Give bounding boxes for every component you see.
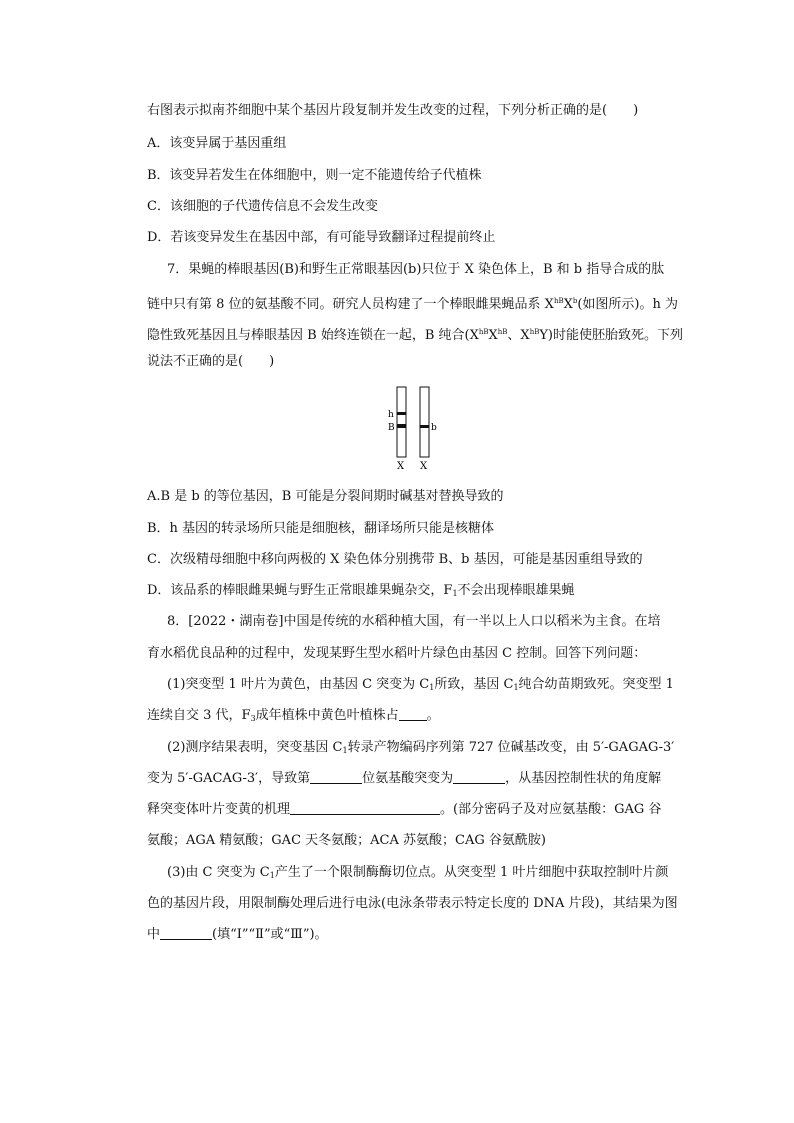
label-B: B [388,423,395,433]
q8-p2-text: (2)测序结果表明，突变基因 C [167,740,343,755]
q8-p1-text: (1)突变型 1 叶片为黄色，由基因 C 突变为 C [167,677,430,692]
q8-part1-line2 [147,708,440,727]
subscript: 3 [250,714,256,723]
q8-p1-text: 。 [426,708,440,723]
q8-p2-text: 位氨基酸突变为 [362,771,454,786]
label-h: h [388,410,394,420]
chromosome-right [420,387,429,457]
q7-option-d-text: D．该品系的棒眼雌果蝇与野生正常眼雄果蝇杂交，F [147,583,453,598]
q8-part1-line1 [167,677,674,696]
q8-p3-text: (3)由 C 突变为 C [167,865,270,880]
genotype-x: X [563,297,573,312]
q7-option-d [147,583,575,602]
q7-line2 [147,293,678,313]
answer-blank[interactable] [453,771,505,784]
q8-p3-text: 中 [147,927,161,942]
q6-option-d: D．若该变异发生在基因中部，有可能导致翻译过程提前终止 [147,230,496,245]
q7-line3-tail: Y)时能使胚胎致死。下列 [539,328,683,343]
answer-blank[interactable] [290,802,440,815]
q8-p2-text: 。(部分密码子及对应氨基酸：GAG 谷 [440,802,662,817]
q7-option-c: C．次级精母细胞中移向两极的 X 染色体分别携带 B、b 基因，可能是基因重组导致的 [147,552,643,567]
genotype-sup: hB [553,297,564,305]
q6-option-b: B．该变异若发生在体细胞中，则一定不能遗传给子代植株 [147,168,482,183]
chromosome-figure [380,380,440,476]
q8-p2-text: 变为 5′-GACAG-3′，导致第 [147,771,311,786]
answer-blank[interactable] [310,771,362,784]
q7-option-d-tail: 不会出现棒眼雄果蝇 [457,583,575,598]
label-x-right: X [420,461,428,472]
q7-line2-tail: (如图所示)。h 为 [577,297,678,312]
q7-option-a: A.B 是 b 的等位基因，B 可能是分裂间期时碱基对替换导致的 [147,489,504,504]
answer-blank[interactable] [160,927,212,940]
q6-stem-close: ) [633,103,639,118]
q8-part3-line1 [167,865,668,884]
q7-line4-close: ) [269,354,275,369]
genotype-sup: hB [478,328,489,336]
q8-p2-text: 转录产物编码序列第 727 位碱基改变，由 5′-GAGAG-3′ [347,740,675,755]
q8-part3-line2: 色的基因片段，用限制酶处理后进行电泳(电泳条带表示特定长度的 DNA 片段)，其结果为图 [147,896,678,911]
q7-line4 [147,354,274,370]
chromosome-left [397,387,406,457]
q7-line3-text: 隐性致死基因且与棒眼基因 B 始终连锁在一起，B 纯合(X [147,328,479,343]
genotype-sep: 、X [507,328,530,343]
genotype-x: X [488,328,498,343]
subscript: 1 [452,589,458,598]
q6-stem [147,103,638,119]
q8-p1-text: 纯合幼苗期致死。突变型 1 [518,677,674,692]
q7-line1: 7．果蝇的棒眼基因(B)和野生正常眼基因(b)只位于 X 染色体上，B 和 b 指导合成的肽 [167,262,665,277]
q6-option-a: A．该变异属于基因重组 [147,136,287,151]
q8-line1: 8．[2022・湖南卷]中国是传统的水稻种植大国，有一半以上人口以稻米为主食。在培 [167,614,661,629]
subscript: 1 [269,871,275,880]
subscript: 1 [342,746,348,755]
q8-part2-line3 [147,802,661,818]
q8-p1-text: 所致，基因 C [434,677,514,692]
subscript: 1 [513,683,519,692]
q7-option-b: B．h 基因的转录场所只能是细胞核，翻译场所只能是核糖体 [147,521,495,536]
q8-line2: 育水稻优良品种的过程中，发现某野生型水稻叶片绿色由基因 C 控制。回答下列问题： [147,646,647,661]
q8-p1-text: 成年植株中黄色叶植株占 [255,708,399,723]
genotype-sup: b [572,297,578,305]
q7-line3 [147,324,683,344]
label-x-left: X [397,461,405,472]
answer-blank[interactable] [399,708,427,721]
q8-p1-text: 连续自交 3 代，F [147,708,251,723]
q6-option-c: C．该细胞的子代遗传信息不会发生改变 [147,199,378,214]
subscript: 1 [429,683,435,692]
q8-part3-line3 [147,927,328,943]
q8-part2-line2 [147,771,661,787]
q8-p3-text: 产生了一个限制酶酶切位点。从突变型 1 叶片细胞中获取控制叶片颜 [274,865,669,880]
genotype-sup: hB [529,328,540,336]
q8-p2-text: ，从基因控制性状的角度解 [505,771,662,786]
q7-line4-text: 说法不正确的是( [147,354,244,369]
label-b: b [431,423,437,433]
q8-p2-text: 释突变体叶片变黄的机理 [147,802,291,817]
genotype-sup: hB [497,328,508,336]
q8-p3-text: (填“Ⅰ”“Ⅱ”或“Ⅲ”)。 [212,927,328,942]
q6-stem-text: 右图表示拟南芥细胞中某个基因片段复制并发生改变的过程，下列分析正确的是( [147,103,608,118]
gene-B-band [397,424,406,428]
q7-line2-text: 链中只有第 8 位的氨基酸不同。研究人员构建了一个棒眼雌果蝇品系 X [147,297,554,312]
gene-b-band [420,425,429,428]
q8-part2-line1 [167,740,674,759]
q8-part2-line4: 氨酸；AGA 精氨酸；GAC 天冬氨酸；ACA 苏氨酸；CAG 谷氨酰胺) [147,833,546,848]
gene-h-band [397,412,406,415]
